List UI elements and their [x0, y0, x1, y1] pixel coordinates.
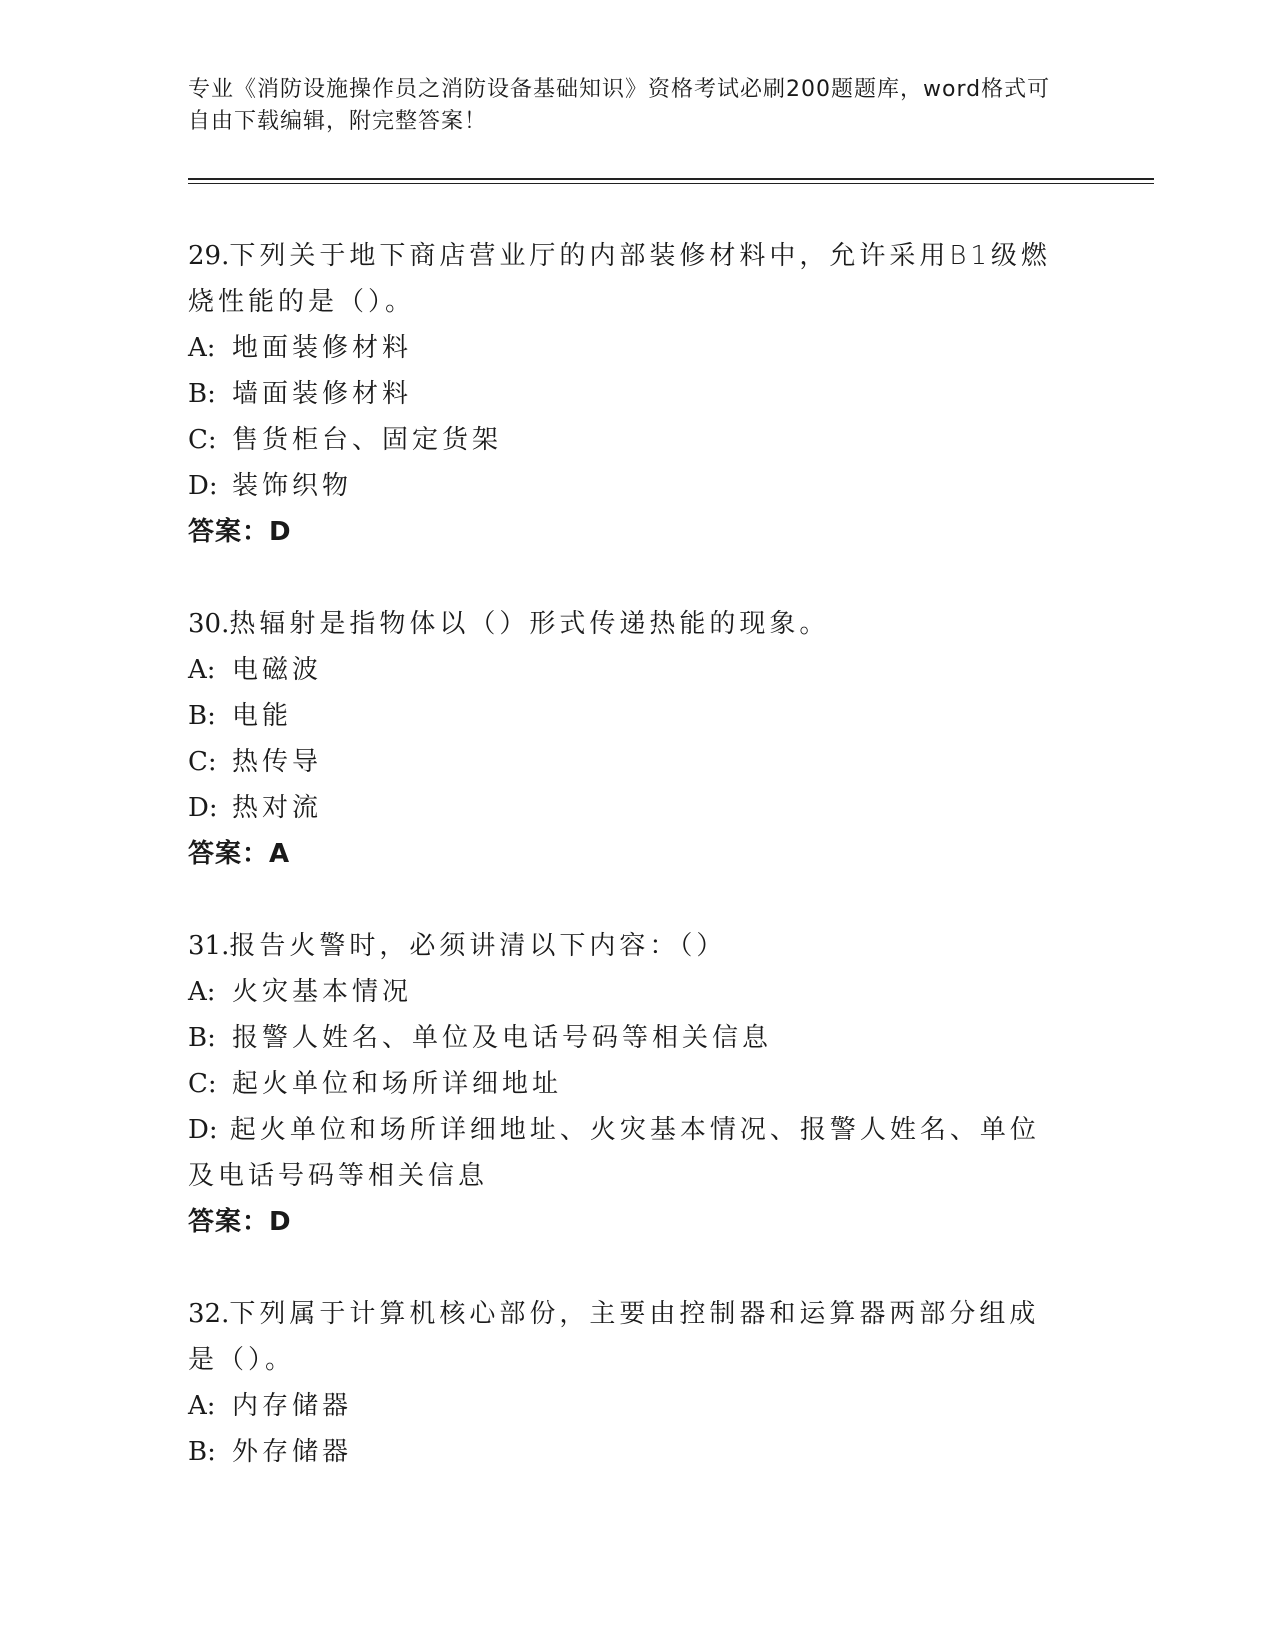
answer-label: 答案：D	[188, 1207, 292, 1237]
document-header: 专业《消防设施操作员之消防设备基础知识》资格考试必刷200题题库，word格式可自由下载编辑，附完整答案！	[188, 77, 1051, 134]
option-b	[188, 1429, 1068, 1475]
option-key: B:	[188, 1023, 216, 1053]
option-key: A:	[188, 1391, 216, 1421]
option-key: C:	[188, 425, 217, 455]
option-key: B:	[188, 701, 216, 731]
option-key: A:	[188, 333, 216, 363]
option-key: B:	[188, 1437, 216, 1467]
option-key: C:	[188, 1069, 217, 1099]
question-list	[188, 233, 1068, 1521]
question-31	[188, 923, 1068, 1245]
option-a	[188, 325, 1068, 371]
option-a	[188, 647, 1068, 693]
option-text: 外存储器	[232, 1437, 353, 1467]
option-key: D:	[188, 1115, 218, 1145]
option-c	[188, 739, 1068, 785]
option-b	[188, 1015, 1068, 1061]
option-b	[188, 371, 1068, 417]
option-d	[188, 463, 1068, 509]
option-key: D:	[188, 793, 218, 823]
question-text: 下列关于地下商店营业厅的内部装修材料中，允许采用B1级燃烧性能的是（）。	[188, 241, 1051, 317]
question-text: 报告火警时，必须讲清以下内容：（）	[229, 931, 727, 961]
answer-label: 答案：D	[188, 517, 292, 547]
answer-label: 答案：A	[188, 839, 291, 869]
question-stem	[188, 601, 1068, 647]
option-text: 电磁波	[232, 655, 323, 685]
option-text: 地面装修材料	[232, 333, 413, 363]
question-number: 29.	[188, 241, 230, 271]
question-text: 下列属于计算机核心部份，主要由控制器和运算器两部分组成是（）。	[188, 1299, 1040, 1375]
option-a	[188, 969, 1068, 1015]
question-32	[188, 1291, 1068, 1475]
option-text: 起火单位和场所详细地址、火灾基本情况、报警人姓名、单位及电话号码等相关信息	[188, 1115, 1040, 1191]
question-stem	[188, 233, 1068, 325]
option-text: 火灾基本情况	[232, 977, 413, 1007]
question-text: 热辐射是指物体以（）形式传递热能的现象。	[229, 609, 830, 639]
option-d	[188, 785, 1068, 831]
option-b	[188, 693, 1068, 739]
option-text: 起火单位和场所详细地址	[232, 1069, 563, 1099]
question-number: 30.	[188, 609, 230, 639]
option-text: 热传导	[232, 747, 323, 777]
option-d	[188, 1107, 1068, 1199]
option-text: 电能	[232, 701, 293, 731]
option-a	[188, 1383, 1068, 1429]
option-key: A:	[188, 655, 216, 685]
question-number: 32.	[188, 1299, 230, 1329]
option-c	[188, 417, 1068, 463]
option-text: 热对流	[232, 793, 323, 823]
question-30	[188, 601, 1068, 877]
option-key: C:	[188, 747, 217, 777]
option-key: B:	[188, 379, 216, 409]
question-number: 31.	[188, 931, 230, 961]
option-c	[188, 1061, 1068, 1107]
option-text: 内存储器	[232, 1391, 353, 1421]
question-29	[188, 233, 1068, 555]
question-stem	[188, 923, 1068, 969]
header-divider-thick	[188, 178, 1154, 180]
question-stem	[188, 1291, 1068, 1383]
option-text: 售货柜台、固定货架	[232, 425, 503, 455]
option-text: 墙面装修材料	[232, 379, 413, 409]
option-key: A:	[188, 977, 216, 1007]
option-text: 装饰织物	[232, 471, 353, 501]
option-key: D:	[188, 471, 218, 501]
header-divider-thin	[188, 183, 1154, 184]
option-text: 报警人姓名、单位及电话号码等相关信息	[232, 1023, 773, 1053]
